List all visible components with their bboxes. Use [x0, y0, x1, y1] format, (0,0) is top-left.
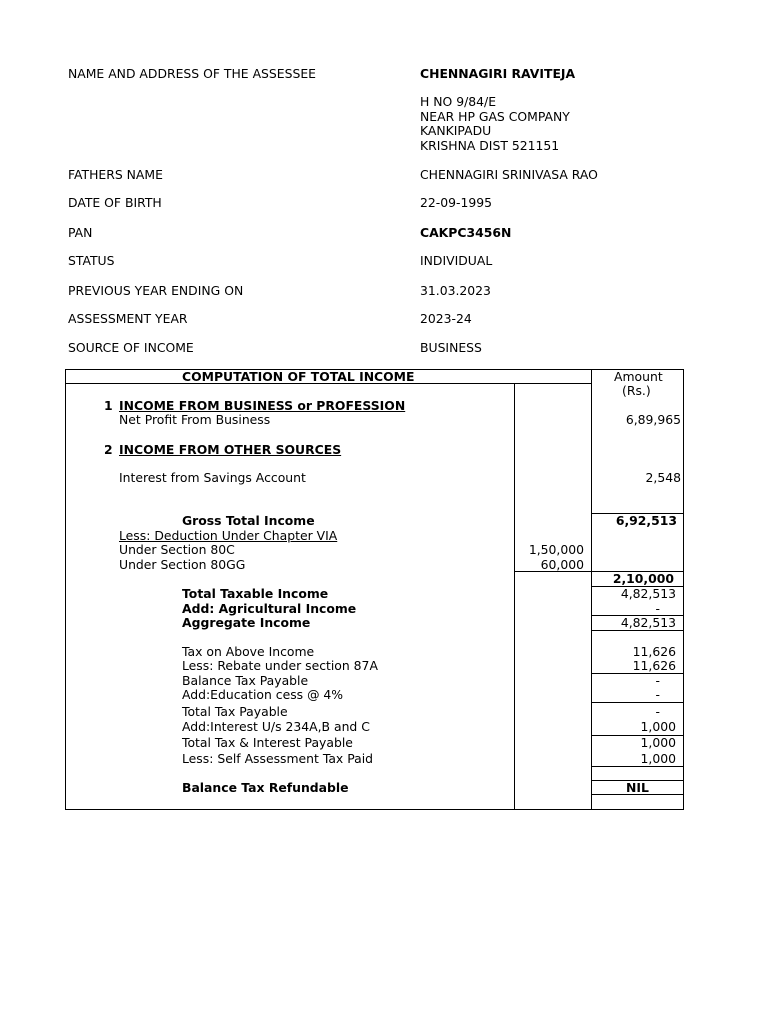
- balance-refundable-label: Balance Tax Refundable: [182, 780, 349, 795]
- deduction-total-amount: 2,10,000: [612, 571, 674, 586]
- address-line-1: H NO 9/84/E: [420, 94, 497, 109]
- computation-title: COMPUTATION OF TOTAL INCOME: [182, 369, 415, 384]
- section-1-number: 1: [104, 398, 113, 413]
- balance-tax-label: Balance Tax Payable: [182, 673, 309, 688]
- previous-year-value: 31.03.2023: [420, 283, 491, 298]
- assessee-name: CHENNAGIRI RAVITEJA: [420, 66, 576, 81]
- section-80gg-label: Under Section 80GG: [119, 557, 246, 572]
- education-cess-amount: -: [655, 687, 660, 702]
- aggregate-income-amount: 4,82,513: [620, 615, 676, 630]
- section-2-number: 2: [104, 442, 113, 457]
- address-line-4: KRISHNA DIST 521151: [420, 138, 560, 153]
- deduction-label: Less: Deduction Under Chapter VIA: [119, 528, 338, 543]
- section-80c-label: Under Section 80C: [119, 542, 235, 557]
- address-line-3: KANKIPADU: [420, 123, 492, 138]
- interest-savings-label: Interest from Savings Account: [119, 470, 306, 485]
- total-taxable-amount: 4,82,513: [620, 586, 676, 601]
- assessment-year-label: ASSESSMENT YEAR: [68, 311, 188, 326]
- self-assessment-label: Less: Self Assessment Tax Paid: [182, 751, 374, 766]
- amount-header: Amount: [614, 369, 663, 384]
- education-cess-label: Add:Education cess @ 4%: [182, 687, 344, 702]
- dob-value: 22-09-1995: [420, 195, 493, 210]
- rebate-amount: 11,626: [632, 658, 676, 673]
- net-profit-amount: 6,89,965: [625, 412, 681, 427]
- tax-interest-payable-label: Total Tax & Interest Payable: [182, 735, 353, 750]
- father-name-label: FATHERS NAME: [68, 167, 163, 182]
- interest-234-label: Add:Interest U/s 234A,B and C: [182, 719, 370, 734]
- previous-year-label: PREVIOUS YEAR ENDING ON: [68, 283, 244, 298]
- source-of-income-value: BUSINESS: [420, 340, 482, 355]
- agricultural-income-amount: -: [655, 601, 660, 616]
- pan-label: PAN: [68, 225, 93, 240]
- balance-refundable-amount: NIL: [626, 780, 649, 795]
- section-80c-amount: 1,50,000: [528, 542, 584, 557]
- tax-on-income-amount: 11,626: [632, 644, 676, 659]
- amount-unit: (Rs.): [622, 383, 651, 398]
- assessee-name-label: NAME AND ADDRESS OF THE ASSESSEE: [68, 66, 316, 81]
- gross-total-amount: 6,92,513: [615, 513, 677, 528]
- interest-savings-amount: 2,548: [645, 470, 681, 485]
- tax-on-income-label: Tax on Above Income: [182, 644, 315, 659]
- dob-label: DATE OF BIRTH: [68, 195, 162, 210]
- interest-234-amount: 1,000: [640, 719, 676, 734]
- total-taxable-label: Total Taxable Income: [182, 586, 329, 601]
- rebate-label: Less: Rebate under section 87A: [182, 658, 378, 673]
- address-line-2: NEAR HP GAS COMPANY: [420, 109, 570, 124]
- tax-interest-payable-amount: 1,000: [640, 735, 676, 750]
- source-of-income-label: SOURCE OF INCOME: [68, 340, 194, 355]
- pan-value: CAKPC3456N: [420, 225, 512, 240]
- aggregate-income-label: Aggregate Income: [182, 615, 311, 630]
- net-profit-label: Net Profit From Business: [119, 412, 271, 427]
- balance-tax-amount: -: [655, 673, 660, 688]
- assessment-year-value: 2023-24: [420, 311, 472, 326]
- gross-total-label: Gross Total Income: [182, 513, 315, 528]
- total-tax-amount: -: [655, 704, 660, 719]
- agricultural-income-label: Add: Agricultural Income: [182, 601, 357, 616]
- section-1-title: INCOME FROM BUSINESS or PROFESSION: [119, 398, 406, 413]
- father-name: CHENNAGIRI SRINIVASA RAO: [420, 167, 598, 182]
- section-80gg-amount: 60,000: [540, 557, 584, 572]
- status-label: STATUS: [68, 253, 115, 268]
- status-value: INDIVIDUAL: [420, 253, 493, 268]
- section-2-title: INCOME FROM OTHER SOURCES: [119, 442, 342, 457]
- total-tax-label: Total Tax Payable: [182, 704, 288, 719]
- self-assessment-amount: 1,000: [640, 751, 676, 766]
